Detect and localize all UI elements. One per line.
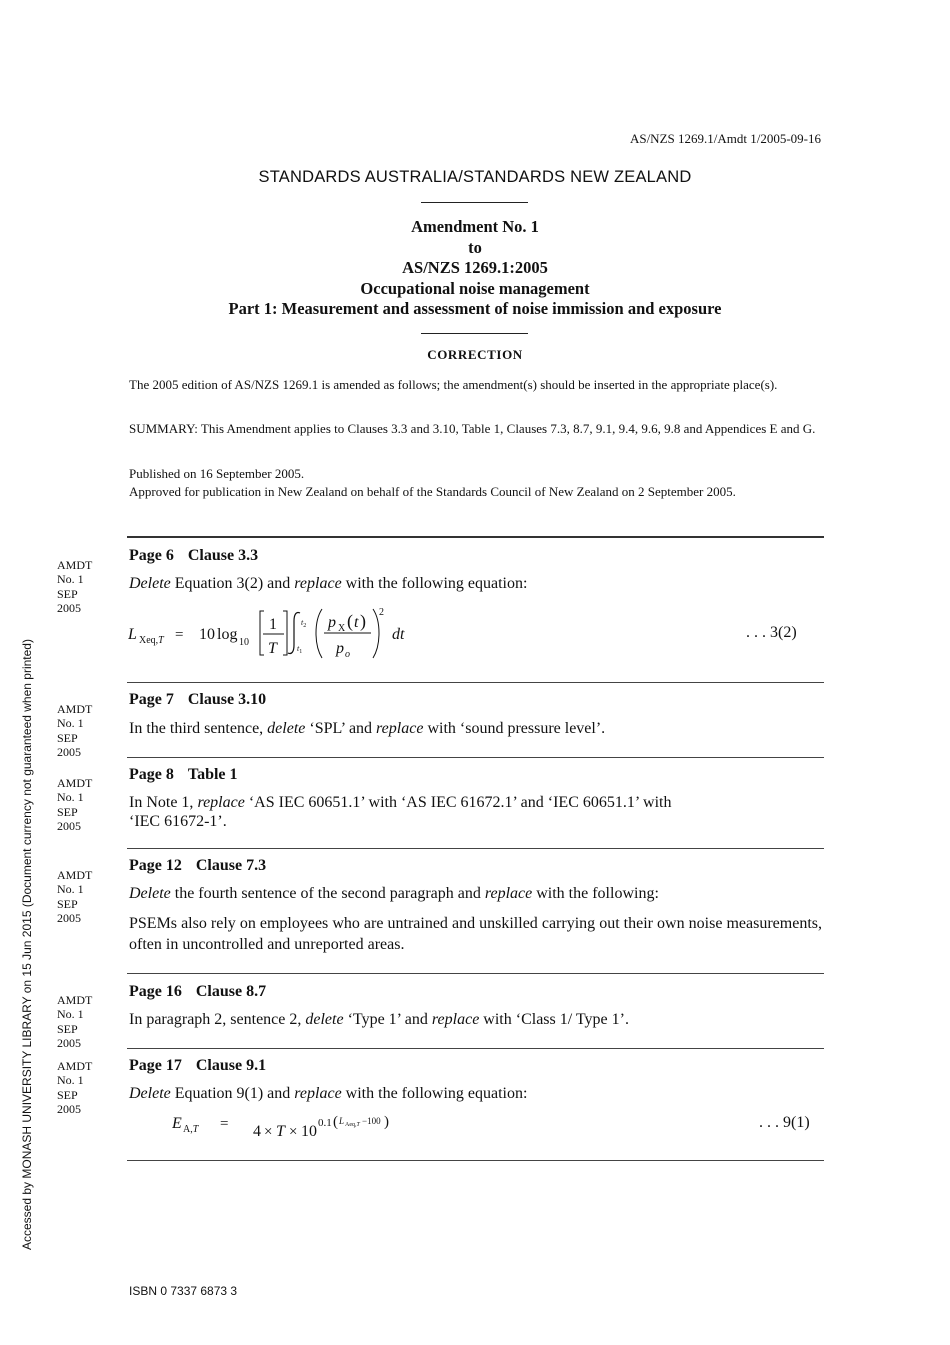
amendment-title	[0, 217, 950, 320]
svg-text:t: t	[354, 614, 359, 631]
isbn: ISBN 0 7337 6873 3	[129, 1284, 238, 1298]
amdt-marker: AMDT No. 1 SEP 2005	[57, 702, 93, 759]
amdt-marker: AMDT No. 1 SEP 2005	[57, 558, 93, 615]
svg-text:E: E	[172, 1115, 182, 1132]
section-heading: Page 17 Clause 9.1	[129, 1057, 267, 1074]
svg-text:X: X	[338, 623, 346, 634]
section-heading: Page 12 Clause 7.3	[129, 857, 267, 874]
svg-text:4: 4	[253, 1123, 261, 1140]
title-line-4: Occupational noise management	[360, 278, 590, 298]
svg-text:dt: dt	[392, 626, 405, 643]
replacement-text: PSEMs also rely on employees who are untrained and unskilled carrying out their own noise measurements, often in uncontrolled and unreported areas.	[129, 915, 822, 953]
svg-text:2: 2	[379, 607, 384, 618]
title-line-5: Part 1: Measurement and assessment of noise immission and exposure	[228, 299, 722, 319]
equation-number: . . . 3(2)	[746, 624, 797, 641]
svg-text:−100: −100	[362, 1116, 381, 1126]
section-heading: Page 16 Clause 8.7	[129, 983, 267, 1000]
section-divider	[127, 757, 824, 758]
section-instruction: In the third sentence, delete ‘SPL’ and replace with ‘sound pressure level’.	[129, 720, 606, 737]
svg-text:): )	[384, 1114, 389, 1130]
section-heading: Page 7 Clause 3.10	[129, 691, 267, 708]
amdt-marker: AMDT No. 1 SEP 2005	[57, 868, 93, 925]
section-divider	[127, 682, 824, 683]
svg-text:t2: $t_2$	[301, 618, 307, 629]
intro-summary: SUMMARY: This Amendment applies to Clauses 3.3 and 3.10, Table 1, Clauses 7.3, 8.7, 9.1, 9.4, 9.6, 9.8 and Appendices E and G.	[129, 421, 816, 436]
svg-text:o: o	[345, 649, 350, 660]
title-divider-top	[421, 202, 528, 203]
title-line-3: AS/NZS 1269.1:2005	[402, 258, 548, 278]
section-divider	[127, 1048, 824, 1049]
intro-published: Published on 16 September 2005.	[129, 466, 305, 481]
correction-label: CORRECTION	[427, 347, 523, 362]
svg-text:): )	[360, 611, 366, 631]
intro-divider	[127, 536, 824, 538]
svg-text:×: ×	[264, 1124, 273, 1140]
section-instruction: In Note 1, replace ‘AS IEC 60651.1’ with ‘AS IEC 61672.1’ and ‘IEC 60651.1’ with ‘IEC 61672-1’.	[129, 794, 672, 830]
section-instruction: Delete Equation 3(2) and replace with the following equation:	[129, 575, 528, 592]
intro-approved: Approved for publication in New Zealand on behalf of the Standards Council of New Zealand on 2 September 2005.	[129, 484, 736, 499]
svg-text:1: 1	[269, 616, 277, 633]
svg-text:log: log	[217, 626, 238, 643]
svg-text:p: p	[328, 614, 336, 631]
svg-text:t1: $t_1$	[297, 644, 303, 655]
svg-text:Aeq,T: Aeq,T	[345, 1122, 360, 1128]
amdt-marker: AMDT No. 1 SEP 2005	[57, 776, 93, 833]
svg-text:10: 10	[239, 637, 249, 648]
title-line-2: to	[468, 237, 482, 257]
section-divider	[127, 973, 824, 974]
title-line-1: Amendment No. 1	[411, 217, 539, 236]
svg-text:Xeq,T: Xeq,T	[139, 635, 164, 646]
section-divider	[127, 848, 824, 849]
svg-text:T: T	[268, 640, 277, 657]
amdt-marker: AMDT No. 1 SEP 2005	[57, 993, 93, 1050]
svg-text:p: p	[336, 640, 344, 657]
section-instruction: In paragraph 2, sentence 2, delete ‘Type 1’ and replace with ‘Class 1/ Type 1’.	[129, 1011, 629, 1028]
svg-text:×: ×	[289, 1124, 298, 1140]
svg-text:=: =	[175, 627, 184, 643]
equation-number: . . . 9(1)	[759, 1114, 810, 1131]
svg-text:10: 10	[301, 1123, 317, 1140]
intro-amended: The 2005 edition of AS/NZS 1269.1 is amended as follows; the amendment(s) should be inserted in the appropriate place(s).	[129, 377, 778, 392]
access-watermark: Accessed by MONASH UNIVERSITY LIBRARY on 15 Jun 2015 (Document currency not guaranteed when printed)	[20, 639, 34, 1250]
svg-text:(: (	[333, 1114, 338, 1130]
section-heading: Page 8 Table 1	[129, 766, 238, 783]
svg-text:T: T	[276, 1123, 285, 1140]
svg-text:A,T: A,T	[183, 1124, 199, 1135]
section-instruction: Delete the fourth sentence of the second paragraph and replace with the following:	[129, 885, 659, 902]
svg-text:L: L	[339, 1116, 345, 1126]
svg-text:10: 10	[199, 626, 215, 643]
section-divider	[127, 1160, 824, 1161]
svg-text:(: (	[347, 611, 353, 631]
svg-text:0.1: 0.1	[318, 1117, 332, 1129]
document-reference: AS/NZS 1269.1/Amdt 1/2005-09-16	[629, 131, 821, 146]
equation-9-1	[172, 1106, 432, 1142]
section-heading: Page 6 Clause 3.3	[129, 547, 259, 564]
svg-text:=: =	[220, 1116, 229, 1132]
organisation-heading: STANDARDS AUSTRALIA/STANDARDS NEW ZEALAND	[258, 168, 692, 186]
amdt-marker: AMDT No. 1 SEP 2005	[57, 1059, 93, 1116]
svg-text:L: L	[128, 626, 137, 643]
equation-3-2	[128, 603, 548, 665]
section-instruction: Delete Equation 9(1) and replace with the following equation:	[129, 1085, 528, 1102]
title-divider-bottom	[421, 333, 528, 334]
